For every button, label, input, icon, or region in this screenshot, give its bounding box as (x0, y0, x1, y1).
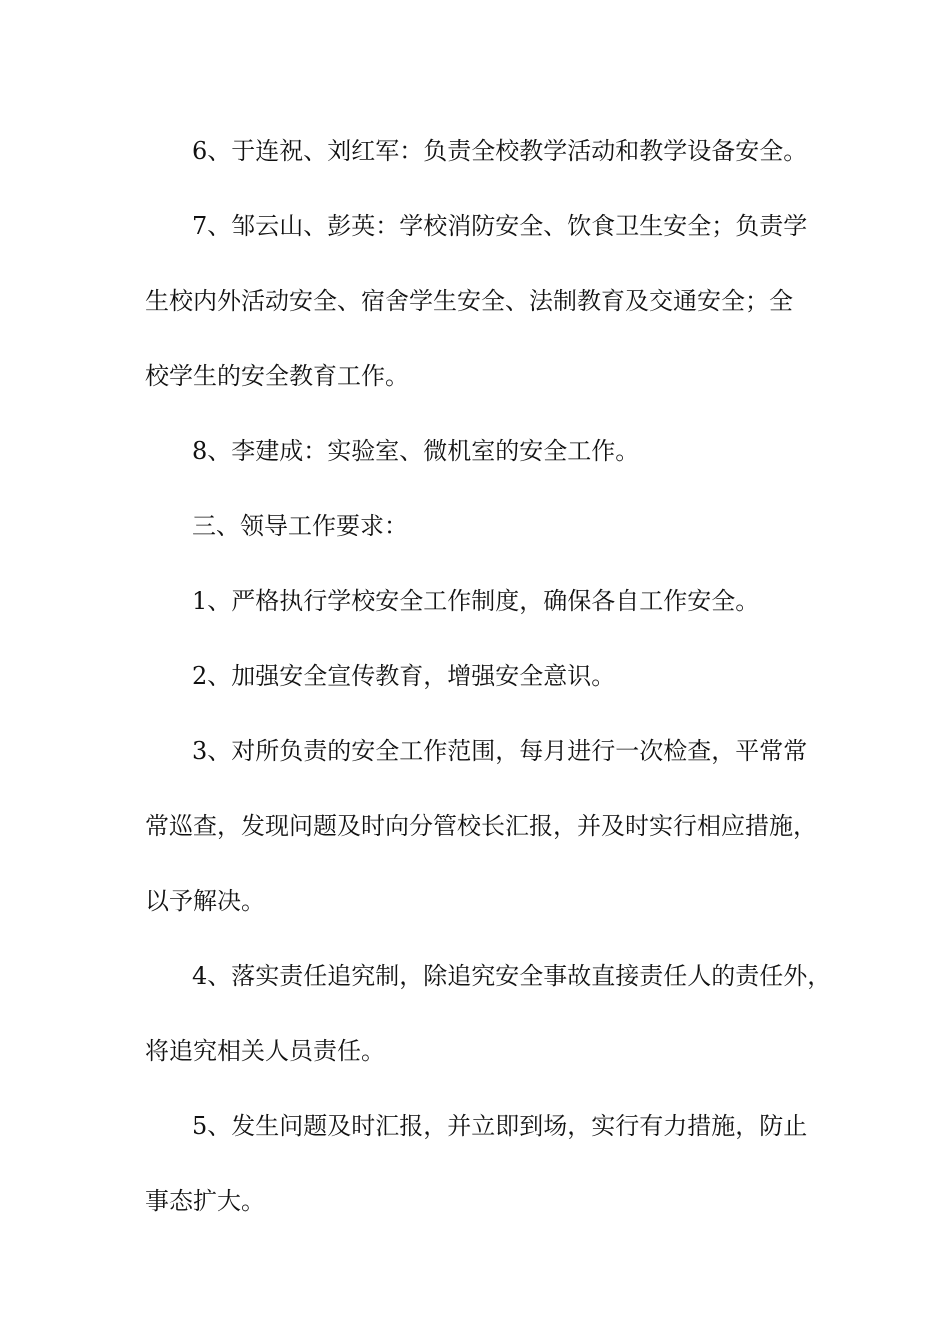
text-line: 生校内外活动安全、宿舍学生安全、法制教育及交通安全；全 (145, 287, 793, 315)
text-line: 校学生的安全教育工作。 (145, 362, 409, 390)
text-line: 8、李建成：实验室、微机室的安全工作。 (192, 437, 640, 465)
section-heading: 三、领导工作要求： (192, 512, 408, 540)
text-line: 5、发生问题及时汇报，并立即到场，实行有力措施，防止 (192, 1112, 808, 1140)
text-line: 3、对所负责的安全工作范围，每月进行一次检查，平常常 (192, 737, 808, 765)
text-line: 1、严格执行学校安全工作制度，确保各自工作安全。 (192, 587, 760, 615)
text-line: 事态扩大。 (145, 1187, 265, 1215)
text-line: 6、于连祝、刘红军：负责全校教学活动和教学设备安全。 (192, 137, 808, 165)
text-line: 常巡查，发现问题及时向分管校长汇报，并及时实行相应措施， (145, 812, 817, 840)
text-line: 将追究相关人员责任。 (145, 1037, 385, 1065)
text-line: 2、加强安全宣传教育，增强安全意识。 (192, 662, 616, 690)
text-line: 7、邹云山、彭英：学校消防安全、饮食卫生安全；负责学 (192, 212, 808, 240)
text-line: 以予解决。 (145, 887, 265, 915)
text-line: 4、落实责任追究制，除追究安全事故直接责任人的责任外， (192, 962, 832, 990)
